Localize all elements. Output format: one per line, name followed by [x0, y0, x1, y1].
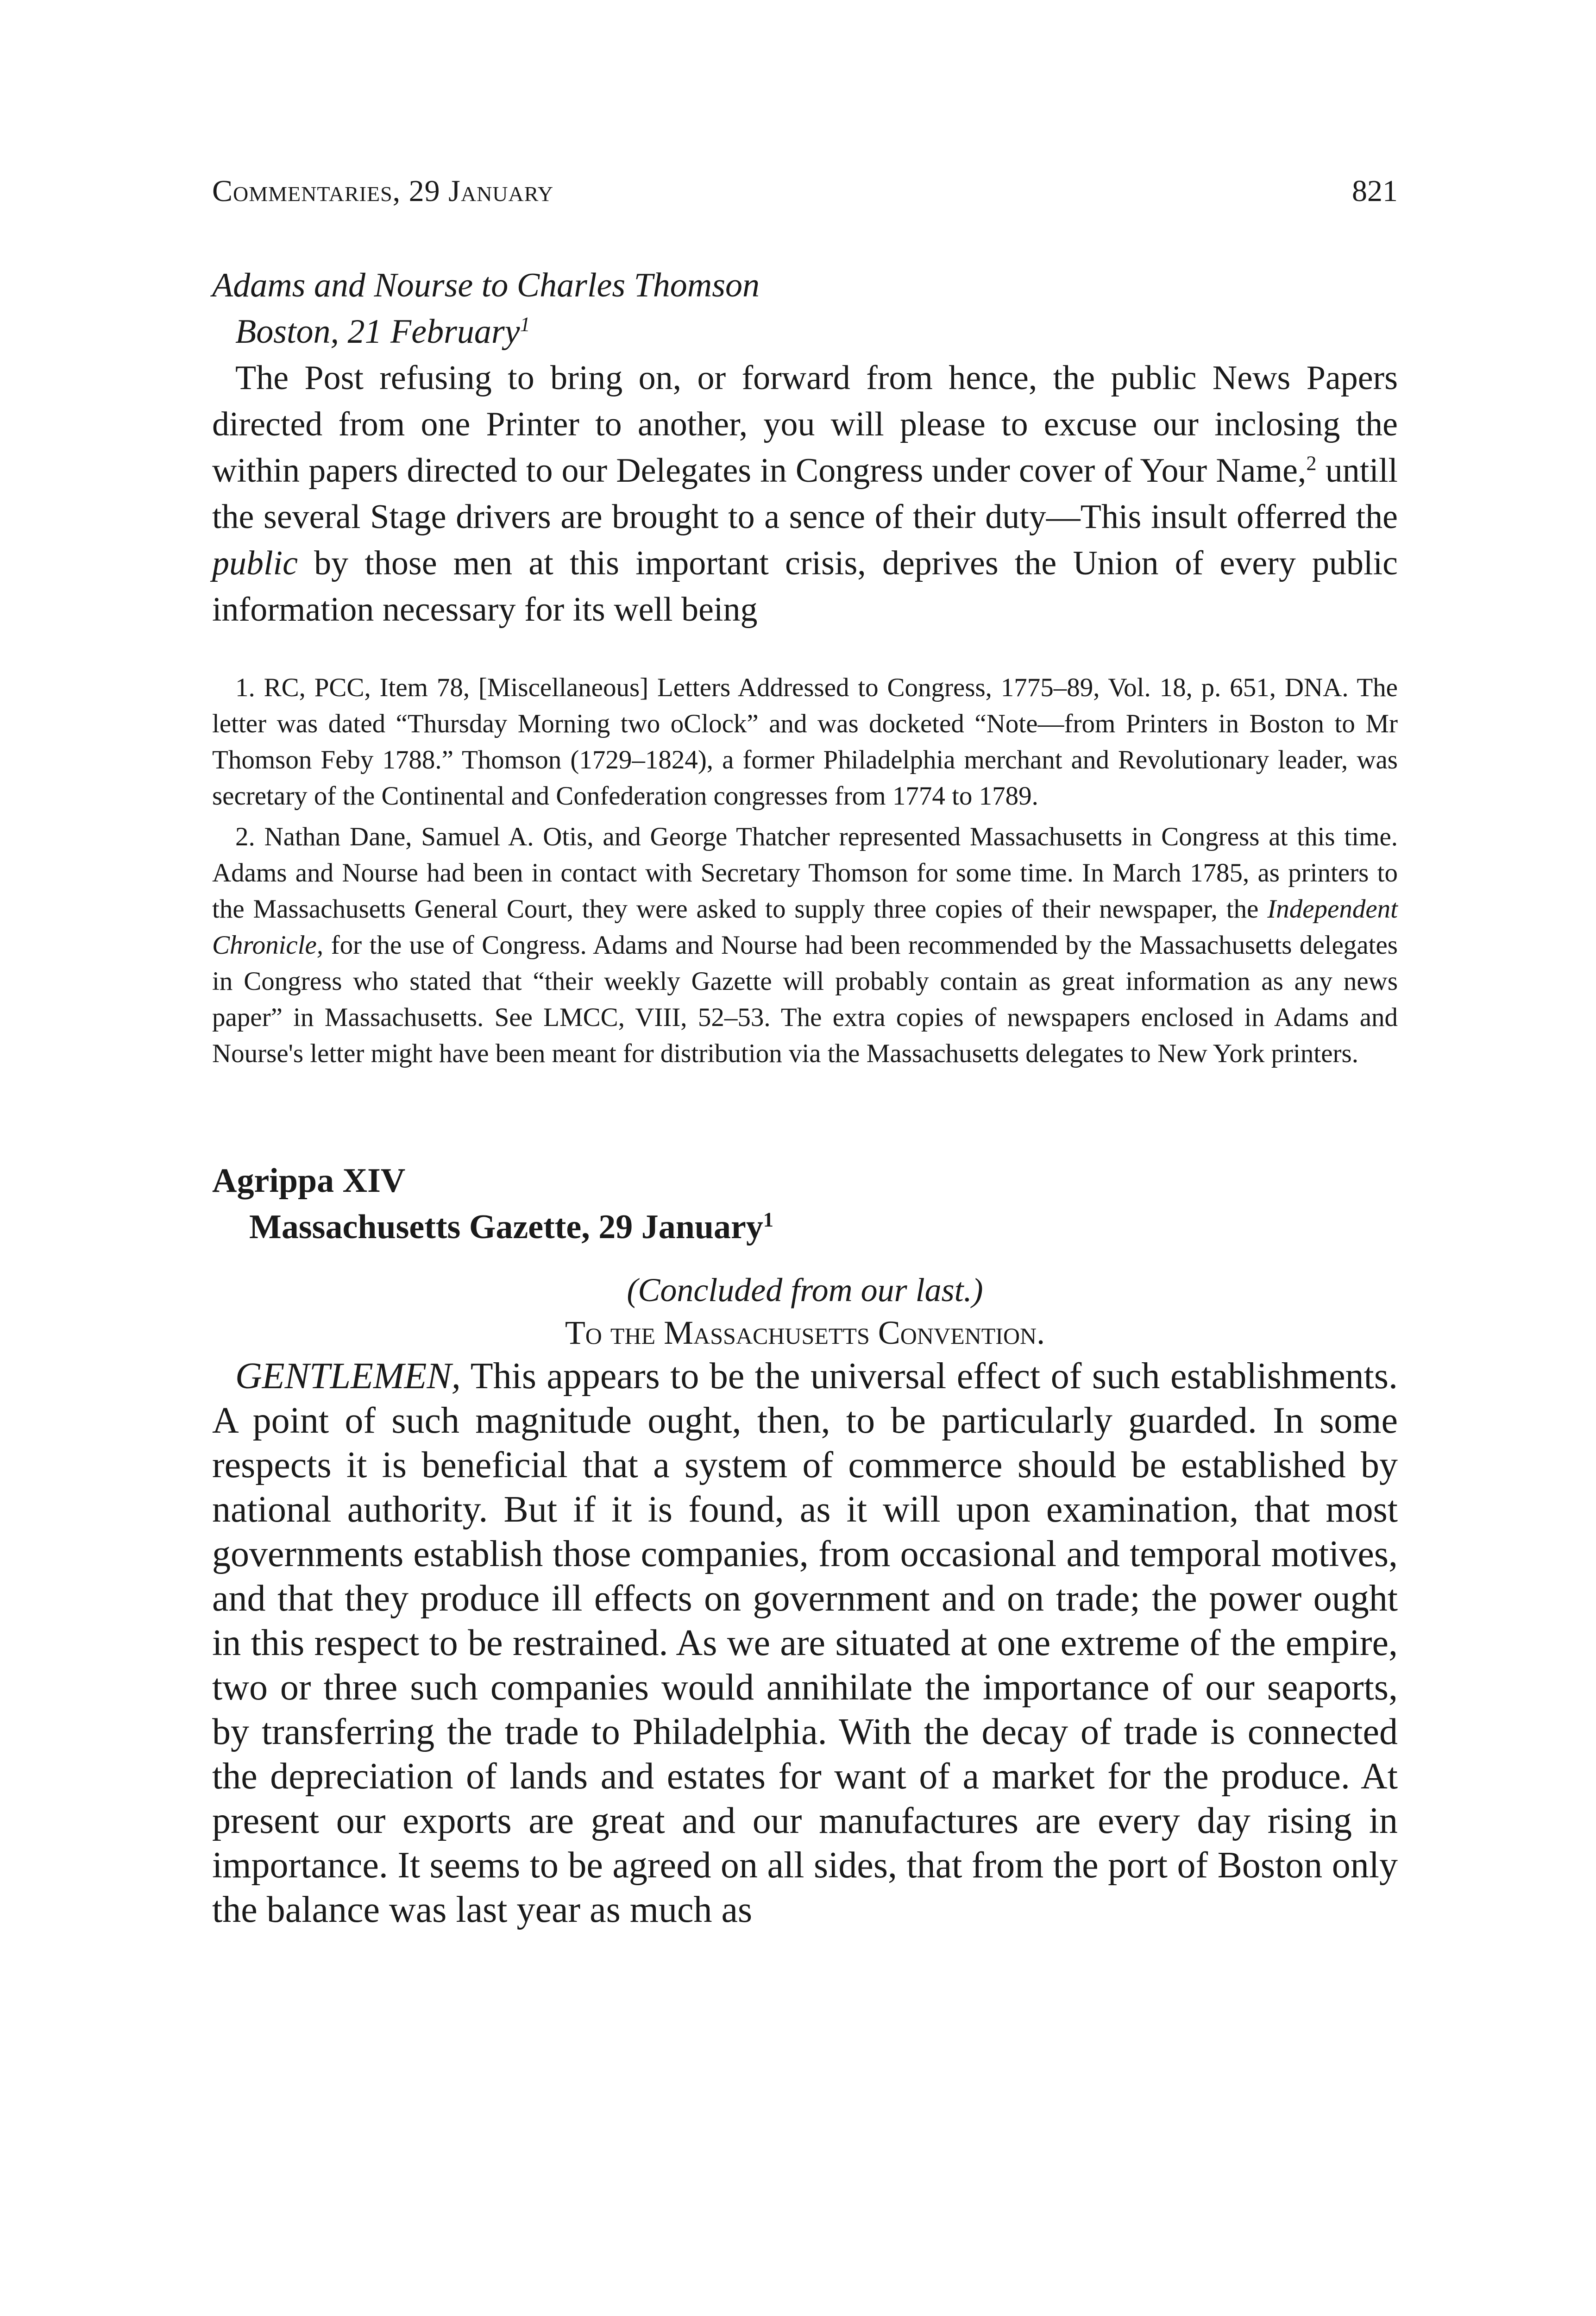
footnote-1: 1. RC, PCC, Item 78, [Miscellaneous] Letters Addressed to Congress, 1775–89, Vol. 18, p. 651, DNA. The letter was dated “Thursday Morning two oClock” and was docketed “Note—from Printers in Boston to Mr Thomson Feby 1788.” Thomson (1729–1824), a former Philadelphia merchant and Revolutionary leader, was secretary of the Continental and Confederation congresses from 1774 to 1789. — [212, 673, 1398, 811]
footnote-2-part1: 2. Nathan Dane, Samuel A. Otis, and George Thatcher represented Massachusetts in Congress at this time. Adams and Nourse had been in contact with Secretary Thomson for some time. In March 1785, as printers to the Massachusetts General Court, they were asked to supply three copies of their newspaper, the — [212, 822, 1398, 924]
document-page — [212, 176, 1398, 1932]
footnotes — [212, 670, 1398, 1072]
letter-body-part3: by those men at this important crisis, deprives the Union of every public information necessary for its well being — [212, 544, 1398, 629]
letter-body-italic: public — [212, 544, 298, 582]
agrippa-heading-title: Agrippa XIV — [212, 1162, 406, 1200]
footnote-2 — [212, 819, 1398, 1072]
letter-body-note-ref: 2 — [1306, 451, 1317, 475]
running-head — [212, 176, 1398, 207]
agrippa-salutation: GENTLEMEN, — [235, 1356, 461, 1397]
page-number: 821 — [1352, 174, 1398, 208]
footnote-2-italic: Independent Chronicle, — [212, 894, 1398, 960]
letter-body-part2: untill the several Stage drivers are brought to a sence of their duty—This insult offerred the — [212, 452, 1398, 536]
agrippa-body-text: This appears to be the universal effect of such establishments. A point of such magnitude ought, then, to be particularly guarded. In some respects it is beneficial that a system of commerce should be established by national authority. But if it is found, as it will upon examination, that most governments establish those companies, from occasional and temporal motives, and that they produce ill effects on government and on trade; the power ought in this respect to be restrained. As we are situated at one extreme of the empire, two or three such companies would annihilate the importance of our seaports, by transferring the trade to Philadelphia. With the decay of trade is connected the depreciation of lands and estates for want of a market for the produce. At present our exports are great and our manufactures are every day rising in importance. It seems to be agreed on all sides, that from the port of Boston only the balance was last year as much as — [212, 1356, 1398, 1930]
letter-dateline-text: Boston, 21 February — [235, 313, 520, 351]
agrippa-body — [212, 1354, 1398, 1932]
running-head-title: Commentaries, 29 January — [212, 174, 554, 208]
letter-body-part1: The Post refusing to bring on, or forward from hence, the public News Papers directed from one Printer to another, you will please to excuse our inclosing the within papers directed to our Delegates in Congress under cover of Your Name, — [212, 359, 1398, 490]
agrippa-heading-note-ref: 1 — [763, 1208, 774, 1231]
letter-heading-dateline — [212, 308, 1398, 355]
letter-heading-title: Adams and Nourse to Charles Thomson — [212, 266, 760, 304]
footnote-2-part2: for the use of Congress. Adams and Nourse had been recommended by the Massachusetts delegates in Congress who stated that “their weekly Gazette will probably contain as great information as any news paper” in Massachusetts. See LMCC, VIII, 52–53. The extra copies of newspapers enclosed in Adams and Nourse's letter might have been meant for distribution via the Massachusetts delegates to New York printers. — [212, 931, 1398, 1068]
to-convention-line: To the Massachusetts Convention. — [565, 1314, 1045, 1351]
agrippa-heading — [212, 1158, 1398, 1250]
agrippa-source-text: Massachusetts Gazette, 29 January — [249, 1208, 763, 1246]
letter-heading-note-ref: 1 — [520, 312, 530, 336]
letter-heading — [212, 262, 1398, 355]
section-gap — [212, 1076, 1398, 1158]
agrippa-heading-source — [212, 1204, 1398, 1250]
concluded-line: (Concluded from our last.) — [627, 1271, 983, 1309]
letter-body — [212, 355, 1398, 633]
